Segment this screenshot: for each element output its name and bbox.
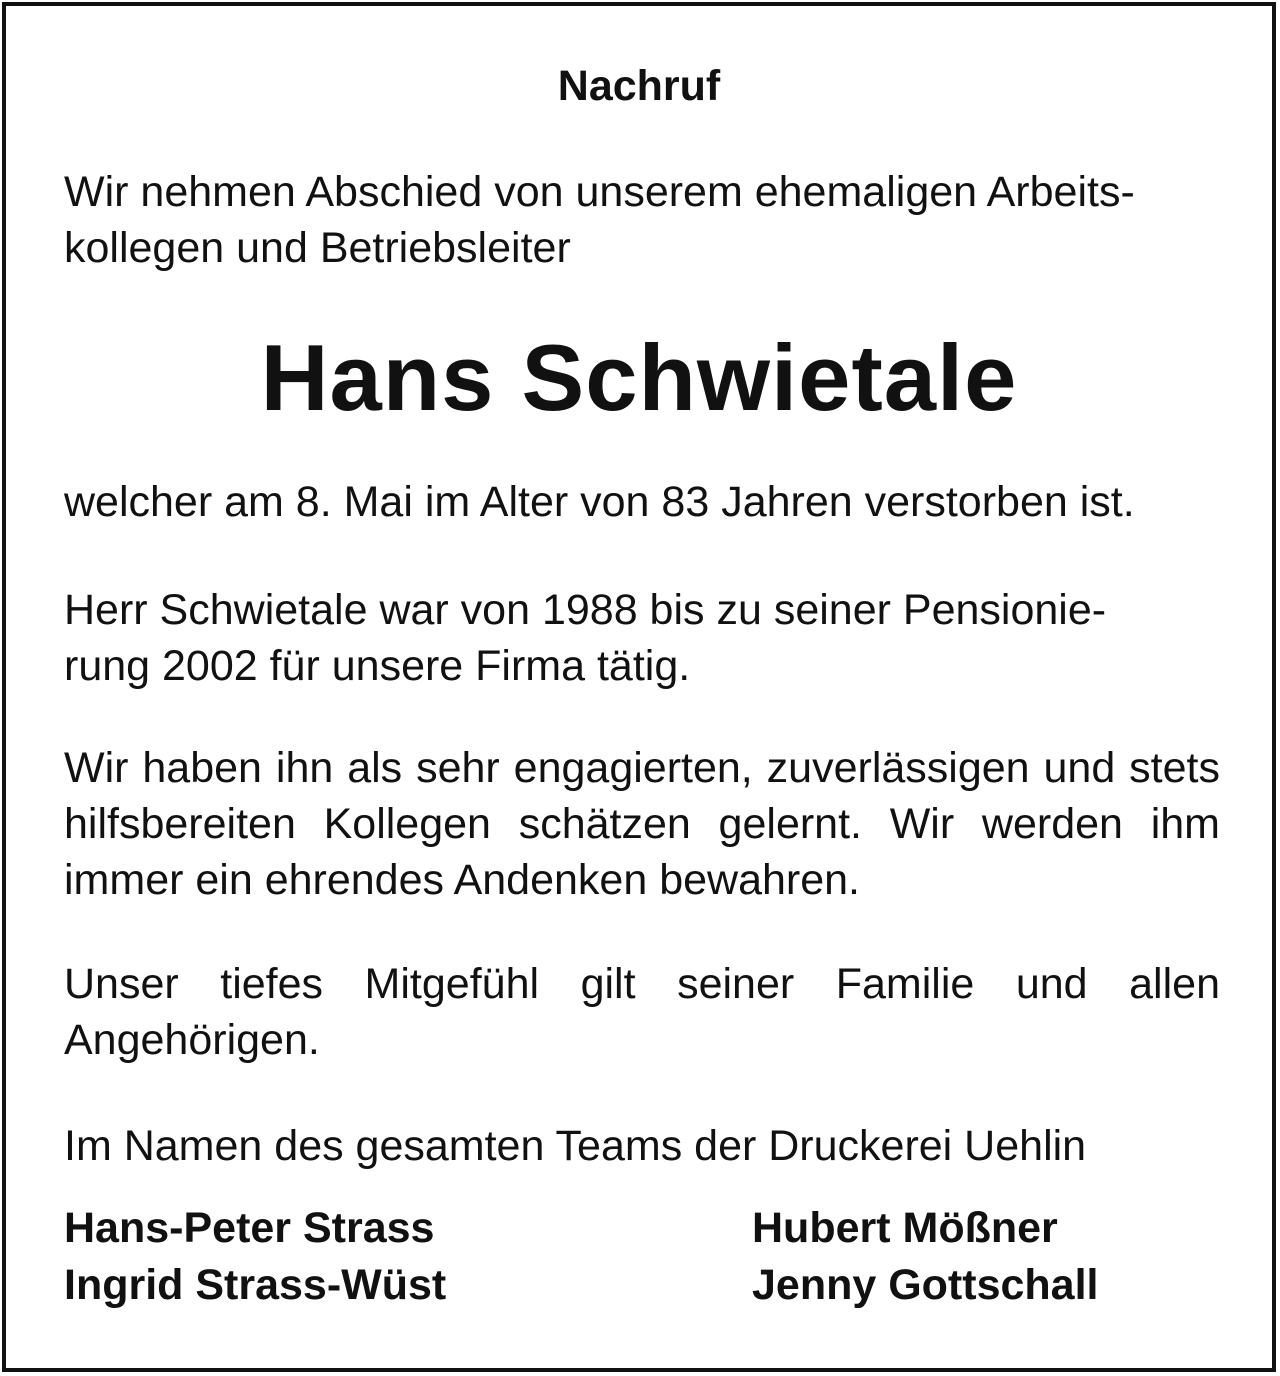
signatories-left xyxy=(64,1200,446,1314)
signatories-right xyxy=(752,1200,1098,1314)
career-paragraph xyxy=(64,582,1220,694)
tribute-paragraph: Wir haben ihn als sehr engagierten, zuverlässigen und stets hilfsbereiten Kollegen schätzen gelernt. Wir werden ihm immer ein ehrendes Andenken bewahren. xyxy=(64,744,1220,904)
signatory-name: Jenny Gottschall xyxy=(752,1261,1099,1309)
intro-line-1: Wir nehmen Abschied von unserem ehemaligen Arbeits- xyxy=(64,168,1135,216)
deceased-name: Hans Schwietale xyxy=(260,325,1018,430)
condolence-paragraph: Unser tiefes Mitgefühl gilt seiner Familie und allen Angehörigen. xyxy=(64,960,1220,1064)
death-line: welcher am 8. Mai im Alter von 83 Jahren verstorben ist. xyxy=(64,478,1135,526)
intro-paragraph xyxy=(64,164,1220,276)
signatory-name: Hans-Peter Strass xyxy=(64,1204,435,1252)
signatory-name: Hubert Mößner xyxy=(752,1204,1058,1252)
intro-line-2: kollegen und Betriebsleiter xyxy=(64,224,571,272)
signatory-name: Ingrid Strass-Wüst xyxy=(64,1261,447,1309)
career-line-1: Herr Schwietale war von 1988 bis zu seiner Pensionie- xyxy=(64,586,1107,634)
death-paragraph xyxy=(64,474,1220,530)
notice-heading: Nachruf xyxy=(557,62,721,110)
obituary-notice xyxy=(2,2,1276,1372)
career-line-2: rung 2002 für unsere Firma tätig. xyxy=(64,642,691,690)
on-behalf-line: Im Namen des gesamten Teams der Druckerei Uehlin xyxy=(64,1122,1087,1170)
